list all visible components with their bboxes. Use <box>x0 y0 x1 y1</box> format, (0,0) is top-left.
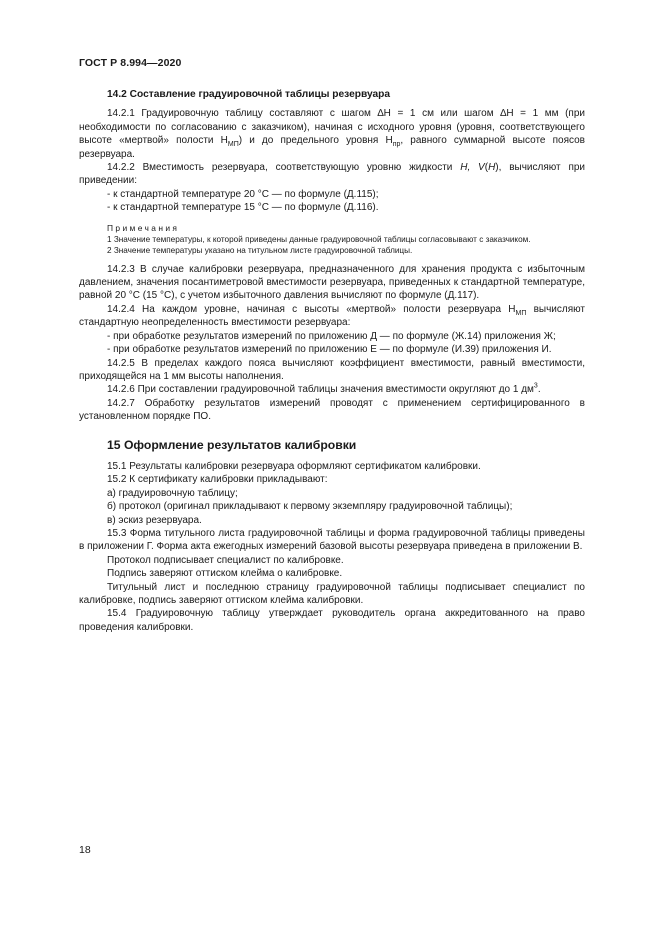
paragraph-14-2-6: 14.2.6 При составлении градуировочной таблицы значения вместимости округляют до 1 $дм^3$. <box>107 382 541 396</box>
page-number: 18 <box>79 844 91 856</box>
list-item: - к стандартной температуре 15 °С — по формуле (Д.116). <box>107 202 379 214</box>
paragraph-15-3: 15.3 Форма титульного листа градуировочной таблицы и форма градуировочной таблицы приведены в приложении Г. Форма акта ежегодных измерений базовой высоты резервуара приведена в приложении В. <box>79 527 585 553</box>
notes-title: Примечания <box>107 222 180 233</box>
note-1: 1 Значение температуры, к которой приведены данные градуировочной таблицы согласовывают с заказчиком. <box>107 234 531 244</box>
paragraph-15-1: 15.1 Результаты калибровки резервуара оформляют сертификатом калибровки. <box>107 460 481 472</box>
list-item: - к стандартной температуре 20 °С — по формуле (Д.115); <box>107 188 379 200</box>
paragraph-14-2-5: 14.2.5 В пределах каждого пояса вычисляют коэффициент вместимости, равный вместимости, приходящейся на 1 мм высоты наполнения. <box>79 357 585 382</box>
list-item: б) протокол (оригинал прикладывают к первому экземпляру градуировочной таблицы); <box>107 501 513 513</box>
paragraph-14-2-7: 14.2.7 Обработку результатов измерений проводят с применением сертифицированного в установленном порядке ПО. <box>79 397 585 423</box>
list-item: - при обработке результатов измерений по приложению Д — по формуле (Ж.14) приложения Ж; <box>107 330 556 342</box>
list-item: в) эскиз резервуара. <box>107 514 202 526</box>
section-14-2-heading: 14.2 Составление градуировочной таблицы резервуара <box>107 89 391 100</box>
paragraph-15-4: 15.4 Градуировочную таблицу утверждает руководитель органа аккредитованного на право проведения калибровки. <box>79 608 585 633</box>
list-item: а) градуировочную таблицу; <box>107 487 238 499</box>
paragraph-14-2-3: 14.2.3 В случае калибровки резервуара, предназначенного для хранения продукта с избыточным давлением, значения посантиметровой вместимости резервуара, приведенных к стандартной температуре, равной 20 °С (15 °С), с учетом избыточного давления вычисляют по формуле (Д.117). <box>79 263 585 302</box>
list-item: - при обработке результатов измерений по приложению Е — по формуле (И.39) приложения И. <box>107 344 552 356</box>
paragraph-15-2: 15.2 К сертификату калибровки прикладывают: <box>107 474 328 486</box>
section-15-heading: 15 Оформление результатов калибровки <box>107 437 357 452</box>
paragraph-15-3-protocol: Протокол подписывает специалист по калибровке. <box>107 554 344 566</box>
document-body <box>79 88 585 634</box>
paragraph-14-2-4: 14.2.4 На каждом уровне, начиная с высоты «мертвой» полости резервуара $H_{МП}$ вычисляют стандартную неопределенность вместимости резервуара: <box>79 303 586 329</box>
paragraph-15-3-signature: Подпись заверяют оттиском клейма о калибровке. <box>107 568 343 580</box>
note-2: 2 Значение температуры указано на титульном листе градуировочной таблицы. <box>107 245 413 255</box>
paragraph-14-2-1: 14.2.1 Градуировочную таблицу составляют с шагом ∆H = 1 см или шагом ∆H = 1 мм (при необходимости по согласованию с заказчиком), начиная с исходного уровня (уровня, соответствующего высоте «мертвой» полости $H_{МП}$) и до предельного уровня $H_{пр}$, равного суммарной высоте поясов резервуара. <box>79 108 585 160</box>
document-header: ГОСТ Р 8.994—2020 <box>79 57 182 69</box>
paragraph-14-2-2: 14.2.2 Вместимость резервуара, соответствующую уровню жидкости H, V(H), вычисляют при приведении: <box>79 162 586 187</box>
paragraph-15-3-title-sheet: Титульный лист и последнюю страницу градуировочной таблицы подписывает специалист по калибровке, подпись заверяют оттиском клейма калибровки. <box>79 581 585 606</box>
